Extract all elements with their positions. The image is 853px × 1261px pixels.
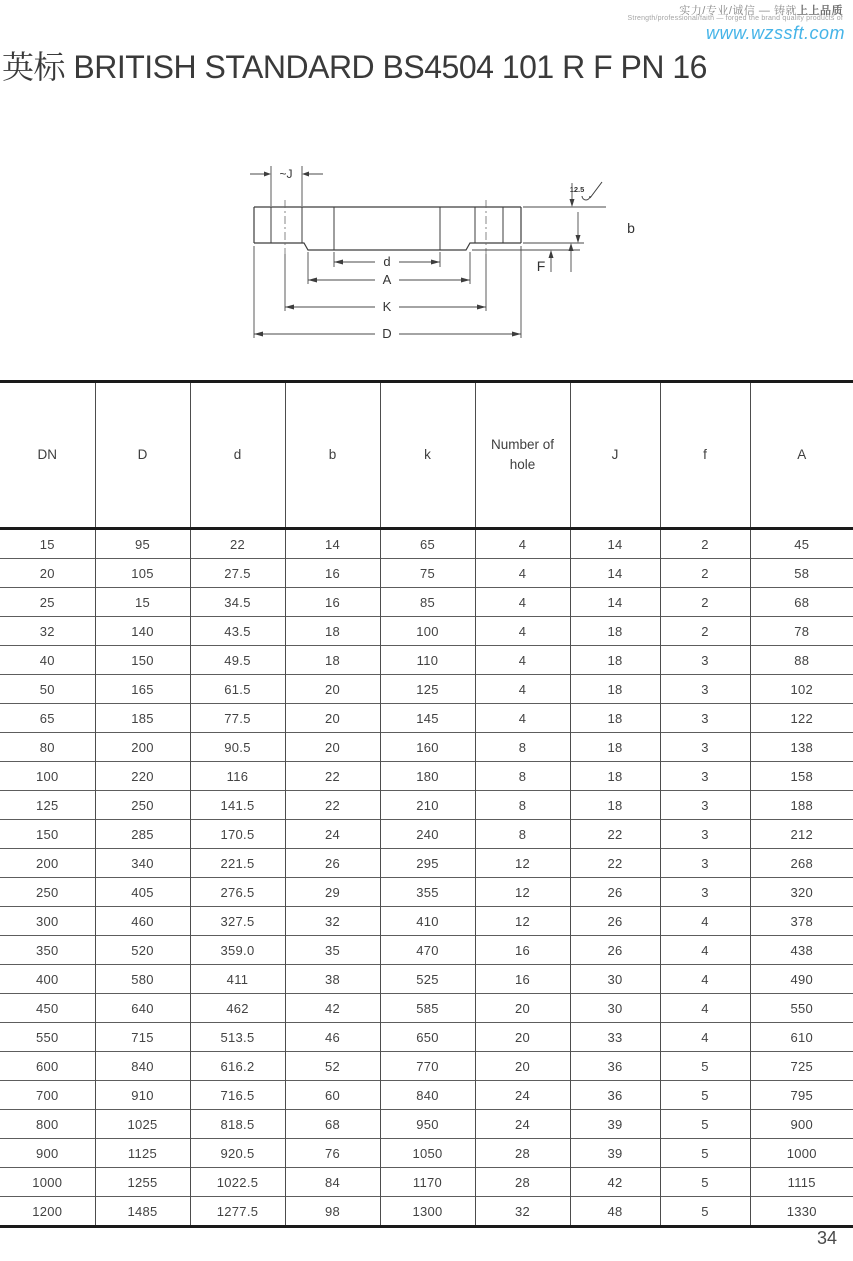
table-row	[0, 994, 853, 1023]
table-cell: 4	[475, 588, 570, 617]
table-cell: 14	[570, 588, 660, 617]
table-cell: 65	[380, 529, 475, 559]
roughness-symbol-icon	[582, 182, 602, 200]
table-cell: 80	[0, 733, 95, 762]
table-cell: 320	[750, 878, 853, 907]
table-cell: 450	[0, 994, 95, 1023]
table-cell: 900	[0, 1139, 95, 1168]
table-cell: 160	[380, 733, 475, 762]
table-cell: 1170	[380, 1168, 475, 1197]
flange-drawing	[228, 150, 638, 365]
table-cell: 1277.5	[190, 1197, 285, 1227]
table-cell: 22	[570, 849, 660, 878]
table-cell: 180	[380, 762, 475, 791]
table-cell: 95	[95, 529, 190, 559]
table-cell: 268	[750, 849, 853, 878]
table-cell: 90.5	[190, 733, 285, 762]
table-cell: 410	[380, 907, 475, 936]
table-cell: 16	[285, 588, 380, 617]
table-cell: 1115	[750, 1168, 853, 1197]
table-cell: 470	[380, 936, 475, 965]
dim-label-d: d	[383, 254, 391, 269]
table-cell: 150	[95, 646, 190, 675]
table-cell: 276.5	[190, 878, 285, 907]
table-cell: 5	[660, 1110, 750, 1139]
table-cell: 378	[750, 907, 853, 936]
table-cell: 18	[285, 617, 380, 646]
table-cell: 295	[380, 849, 475, 878]
table-cell: 20	[0, 559, 95, 588]
table-cell: 26	[570, 936, 660, 965]
table-cell: 4	[475, 617, 570, 646]
table-cell: 12	[475, 849, 570, 878]
table-cell: 15	[39, 536, 55, 552]
table-cell: 1200	[0, 1197, 95, 1227]
table-cell: 185	[95, 704, 190, 733]
table-row	[0, 1081, 853, 1110]
table-cell: 4	[660, 936, 750, 965]
table-cell: 102	[750, 675, 853, 704]
table-cell: 28	[475, 1168, 570, 1197]
table-cell: 1300	[380, 1197, 475, 1227]
table-cell: 400	[0, 965, 95, 994]
table-cell: 1000	[0, 1168, 95, 1197]
table-row	[0, 1023, 853, 1052]
table-cell: 170.5	[190, 820, 285, 849]
table-cell: 85	[380, 588, 475, 617]
dim-label-j: ~J	[279, 167, 293, 181]
table-cell: 616.2	[190, 1052, 285, 1081]
table-cell: 900	[750, 1110, 853, 1139]
col-header-b: b	[285, 382, 380, 529]
table-row	[0, 936, 853, 965]
spec-table	[0, 380, 853, 1228]
table-cell: 950	[380, 1110, 475, 1139]
table-cell: 1050	[380, 1139, 475, 1168]
table-cell: 8	[475, 733, 570, 762]
table-cell: 3	[660, 849, 750, 878]
table-cell: 18	[570, 675, 660, 704]
table-cell: 8	[475, 791, 570, 820]
table-cell: 22	[190, 529, 285, 559]
table-row	[0, 704, 853, 733]
table-row	[0, 820, 853, 849]
table-cell: 20	[475, 1023, 570, 1052]
table-cell: 462	[190, 994, 285, 1023]
table-cell: 20	[285, 675, 380, 704]
table-cell: 20	[475, 994, 570, 1023]
table-row	[0, 965, 853, 994]
col-header-d-outer: D	[95, 382, 190, 529]
roughness-value: 12.5	[569, 185, 585, 194]
table-cell: 20	[475, 1052, 570, 1081]
table-row	[0, 646, 853, 675]
table-cell: 165	[95, 675, 190, 704]
table-cell: 5	[660, 1197, 750, 1227]
table-cell: 38	[285, 965, 380, 994]
table-cell: 8	[475, 762, 570, 791]
table-cell: 550	[0, 1023, 95, 1052]
col-header-a: A	[750, 382, 853, 529]
table-cell: 29	[285, 878, 380, 907]
table-cell: 715	[95, 1023, 190, 1052]
table-cell: 513.5	[190, 1023, 285, 1052]
table-header-row	[0, 382, 853, 529]
table-cell: 600	[0, 1052, 95, 1081]
table-cell: 3	[660, 733, 750, 762]
table-cell: 14	[285, 529, 380, 559]
table-cell: 1255	[95, 1168, 190, 1197]
table-cell: 125	[0, 791, 95, 820]
table-cell: 105	[95, 559, 190, 588]
table-cell: 110	[380, 646, 475, 675]
table-cell: 122	[750, 704, 853, 733]
page-number: 34	[816, 1228, 837, 1248]
table-cell: 24	[285, 820, 380, 849]
table-cell: 212	[750, 820, 853, 849]
table-cell: 3	[660, 791, 750, 820]
table-cell: 27.5	[190, 559, 285, 588]
table-cell: 100	[0, 762, 95, 791]
col-header-f: f	[660, 382, 750, 529]
table-cell: 22	[285, 791, 380, 820]
table-cell: 910	[95, 1081, 190, 1110]
table-cell: 12	[475, 907, 570, 936]
table-cell: 24	[475, 1110, 570, 1139]
table-cell: 32	[0, 617, 95, 646]
table-cell: 158	[750, 762, 853, 791]
col-header-d-inner: d	[190, 382, 285, 529]
table-cell: 795	[750, 1081, 853, 1110]
table-cell: 2	[660, 588, 750, 617]
table-row	[0, 588, 853, 617]
table-row	[0, 1052, 853, 1081]
table-cell: 221.5	[190, 849, 285, 878]
table-cell: 26	[285, 849, 380, 878]
col-header-dn: DN	[0, 382, 95, 529]
table-cell: 140	[95, 617, 190, 646]
table-cell: 25	[0, 588, 95, 617]
table-cell: 36	[570, 1052, 660, 1081]
table-cell: 840	[95, 1052, 190, 1081]
table-cell: 2	[660, 559, 750, 588]
table-row	[0, 849, 853, 878]
dim-label-f: F	[536, 258, 546, 274]
table-cell: 1025	[95, 1110, 190, 1139]
table-cell: 4	[660, 907, 750, 936]
table-cell: 716.5	[190, 1081, 285, 1110]
table-cell: 200	[95, 733, 190, 762]
dim-label-big-d: D	[382, 326, 392, 341]
table-cell: 585	[380, 994, 475, 1023]
table-cell: 250	[95, 791, 190, 820]
table-cell: 22	[570, 820, 660, 849]
table-cell: 20	[285, 704, 380, 733]
website-url: www.wzssft.com	[705, 23, 845, 43]
table-cell: 45	[750, 529, 853, 559]
table-cell: 78	[750, 617, 853, 646]
table-cell: 610	[750, 1023, 853, 1052]
table-cell: 3	[660, 704, 750, 733]
table-cell: 4	[475, 704, 570, 733]
table-cell: 26	[570, 907, 660, 936]
table-cell: 40	[0, 646, 95, 675]
table-row	[0, 1110, 853, 1139]
table-cell: 300	[0, 907, 95, 936]
table-cell: 84	[285, 1168, 380, 1197]
table-cell: 840	[380, 1081, 475, 1110]
table-cell: 98	[285, 1197, 380, 1227]
slogan-cn-normal: 实力/专业/诚信 — 铸就	[679, 5, 797, 17]
table-cell: 14	[570, 529, 660, 559]
table-cell: 145	[380, 704, 475, 733]
table-row	[0, 1168, 853, 1197]
table-row	[0, 675, 853, 704]
brand-slogan-en: Strength/professional/faith — forged the brand quality products of	[627, 15, 843, 22]
table-cell: 4	[660, 1023, 750, 1052]
bolt-centerlines	[285, 200, 486, 254]
table-cell: 355	[380, 878, 475, 907]
table-cell: 39	[570, 1110, 660, 1139]
flange-outline	[254, 207, 521, 250]
table-cell: 60	[285, 1081, 380, 1110]
table-cell: 16	[285, 559, 380, 588]
table-cell: 39	[570, 1139, 660, 1168]
table-cell: 460	[95, 907, 190, 936]
table-cell: 285	[95, 820, 190, 849]
table-cell: 800	[0, 1110, 95, 1139]
table-cell: 550	[750, 994, 853, 1023]
dimension-arrows	[254, 172, 581, 337]
table-cell: 141.5	[190, 791, 285, 820]
table-cell: 18	[570, 733, 660, 762]
table-cell: 4	[660, 965, 750, 994]
dimension-labels	[279, 167, 635, 341]
table-cell: 42	[285, 994, 380, 1023]
table-cell: 4	[475, 675, 570, 704]
table-cell: 3	[660, 820, 750, 849]
table-cell: 188	[750, 791, 853, 820]
table-cell: 125	[380, 675, 475, 704]
table-cell: 33	[570, 1023, 660, 1052]
table-cell: 4	[475, 646, 570, 675]
table-cell: 520	[95, 936, 190, 965]
table-cell: 4	[475, 559, 570, 588]
table-cell: 48	[570, 1197, 660, 1227]
table-cell: 30	[570, 994, 660, 1023]
table-cell: 350	[0, 936, 95, 965]
table-cell: 359.0	[190, 936, 285, 965]
dim-label-k: K	[382, 299, 392, 314]
col-header-k: k	[380, 382, 475, 529]
table-cell: 640	[95, 994, 190, 1023]
table-cell: 200	[0, 849, 95, 878]
dim-label-a: A	[382, 272, 392, 287]
slogan-cn-bold: 上上品质	[797, 5, 843, 17]
table-cell: 24	[475, 1081, 570, 1110]
table-cell: 580	[95, 965, 190, 994]
table-cell: 32	[475, 1197, 570, 1227]
table-cell: 920.5	[190, 1139, 285, 1168]
table-row	[0, 617, 853, 646]
table-cell: 68	[285, 1110, 380, 1139]
table-cell: 3	[660, 762, 750, 791]
table-cell: 250	[0, 878, 95, 907]
table-cell: 22	[285, 762, 380, 791]
table-cell: 36	[570, 1081, 660, 1110]
table-cell: 116	[190, 762, 285, 791]
table-cell: 52	[285, 1052, 380, 1081]
table-cell: 100	[380, 617, 475, 646]
table-cell: 700	[0, 1081, 95, 1110]
dimension-lines	[250, 166, 606, 338]
col-header-number-of-hole: Number of hole	[475, 382, 570, 529]
table-row	[0, 791, 853, 820]
table-cell: 438	[750, 936, 853, 965]
table-cell: 2	[660, 529, 750, 559]
table-cell: 68	[750, 588, 853, 617]
table-cell: 34.5	[190, 588, 285, 617]
table-cell: 770	[380, 1052, 475, 1081]
table-row	[0, 878, 853, 907]
table-cell: 76	[285, 1139, 380, 1168]
table-row	[0, 762, 853, 791]
table-cell: 8	[475, 820, 570, 849]
table-cell: 26	[570, 878, 660, 907]
table-cell: 210	[380, 791, 475, 820]
table-cell: 650	[380, 1023, 475, 1052]
table-cell: 1125	[95, 1139, 190, 1168]
table-cell: 28	[475, 1139, 570, 1168]
table-cell: 16	[475, 936, 570, 965]
table-cell: 61.5	[190, 675, 285, 704]
table-cell: 4	[475, 529, 570, 559]
table-cell: 35	[285, 936, 380, 965]
table-cell: 405	[95, 878, 190, 907]
table-row	[0, 529, 853, 559]
table-cell: 12	[475, 878, 570, 907]
table-cell: 46	[285, 1023, 380, 1052]
table-cell: 58	[750, 559, 853, 588]
table-cell: 43.5	[190, 617, 285, 646]
table-cell: 525	[380, 965, 475, 994]
table-cell: 1000	[750, 1139, 853, 1168]
table-cell: 49.5	[190, 646, 285, 675]
table-row	[0, 907, 853, 936]
table-cell: 18	[285, 646, 380, 675]
table-cell: 50	[0, 675, 95, 704]
table-cell: 75	[380, 559, 475, 588]
table-cell: 4	[660, 994, 750, 1023]
table-cell: 3	[660, 878, 750, 907]
table-cell: 16	[475, 965, 570, 994]
table-cell: 411	[190, 965, 285, 994]
col-header-j: J	[570, 382, 660, 529]
table-cell: 240	[380, 820, 475, 849]
table-cell: 5	[660, 1139, 750, 1168]
table-cell: 30	[570, 965, 660, 994]
table-cell: 18	[570, 704, 660, 733]
table-cell: 18	[570, 646, 660, 675]
table-cell: 2	[660, 617, 750, 646]
table-cell: 818.5	[190, 1110, 285, 1139]
table-cell: 18	[570, 762, 660, 791]
table-cell: 18	[570, 791, 660, 820]
table-cell: 725	[750, 1052, 853, 1081]
table-cell: 5	[660, 1052, 750, 1081]
table-row	[0, 1139, 853, 1168]
table-row	[0, 559, 853, 588]
table-cell: 1022.5	[190, 1168, 285, 1197]
spec-table-body	[0, 529, 853, 1227]
table-cell: 5	[660, 1081, 750, 1110]
table-cell: 1485	[95, 1197, 190, 1227]
table-cell: 327.5	[190, 907, 285, 936]
table-cell: 15	[95, 588, 190, 617]
table-cell: 32	[285, 907, 380, 936]
table-cell: 490	[750, 965, 853, 994]
table-cell: 77.5	[190, 704, 285, 733]
table-cell: 42	[570, 1168, 660, 1197]
table-cell: 5	[660, 1168, 750, 1197]
page-title: 英标 BRITISH STANDARD BS4504 101 R F PN 16	[2, 49, 707, 85]
table-cell: 3	[660, 646, 750, 675]
table-row	[0, 733, 853, 762]
table-cell: 138	[750, 733, 853, 762]
dim-label-b: b	[627, 220, 635, 236]
table-cell: 220	[95, 762, 190, 791]
table-cell: 18	[570, 617, 660, 646]
table-cell: 3	[660, 675, 750, 704]
table-cell: 65	[0, 704, 95, 733]
table-cell: 1330	[750, 1197, 853, 1227]
table-cell: 20	[285, 733, 380, 762]
table-cell: 88	[750, 646, 853, 675]
table-cell: 150	[0, 820, 95, 849]
table-row	[0, 1197, 853, 1227]
table-cell: 14	[570, 559, 660, 588]
table-cell: 340	[95, 849, 190, 878]
